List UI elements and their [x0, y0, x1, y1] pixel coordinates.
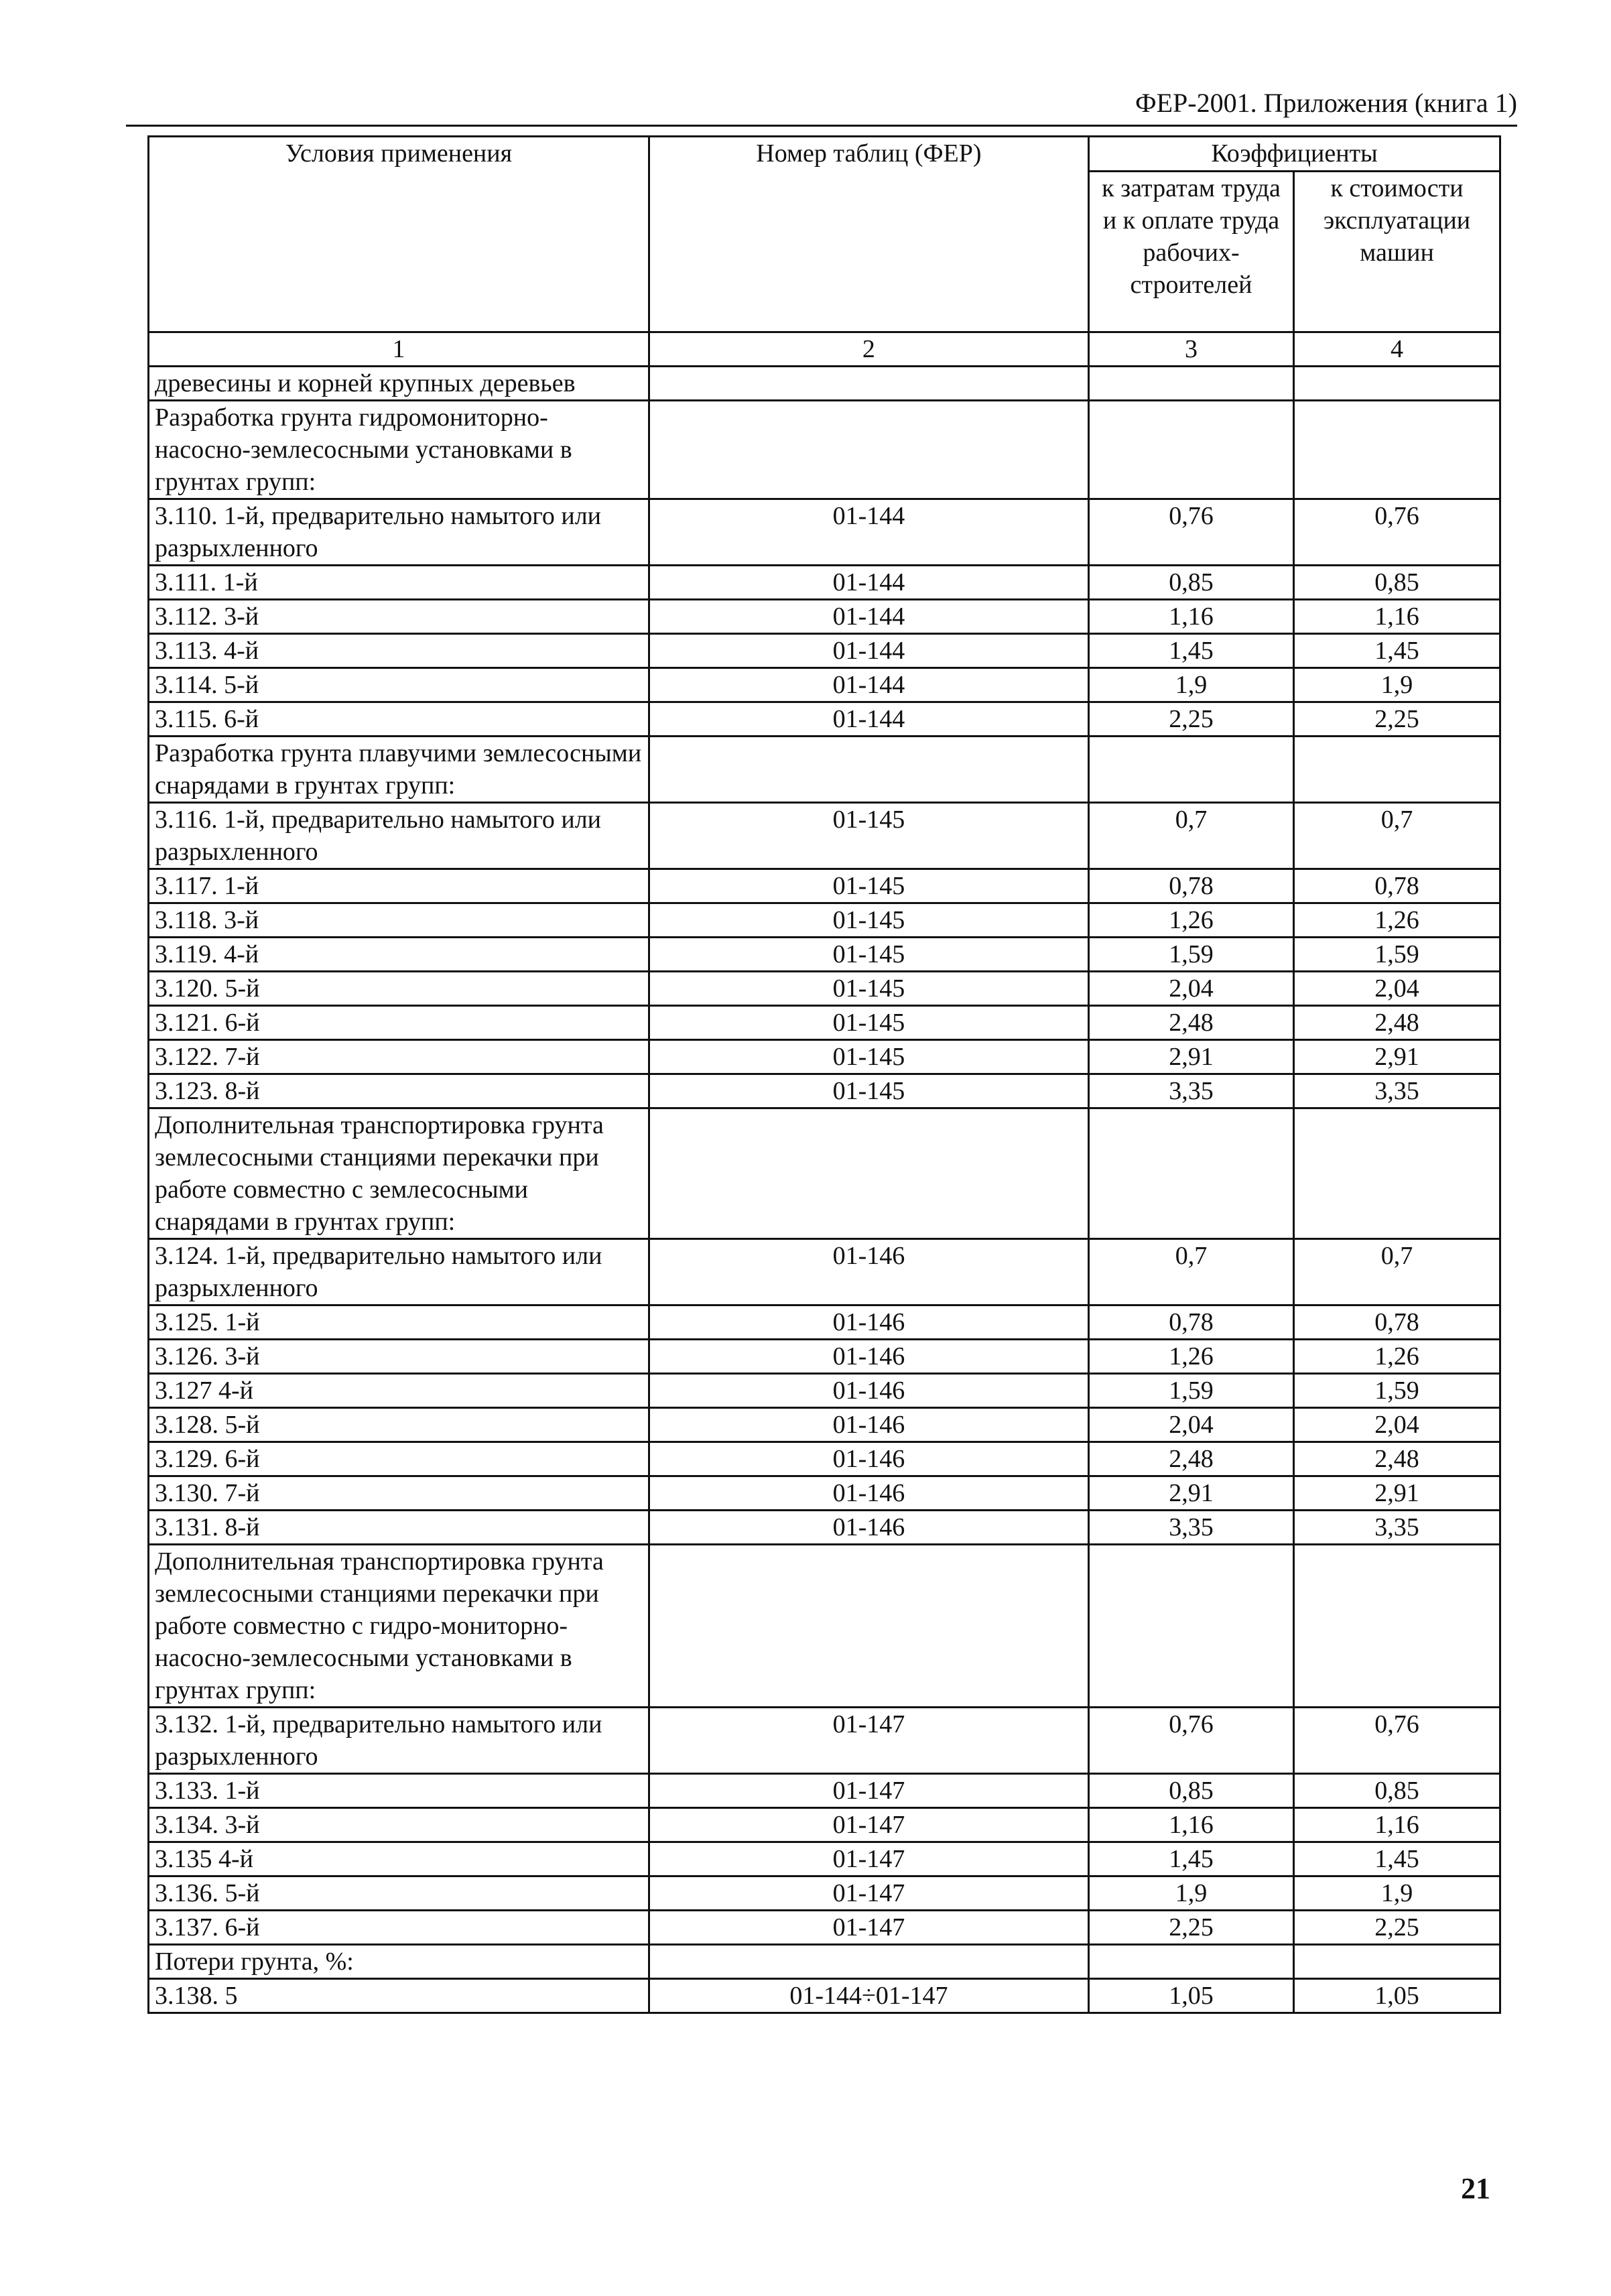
condition-cell: 3.117. 1-й [149, 869, 649, 903]
machines-coefficient-cell [1294, 1545, 1500, 1708]
machines-coefficient-cell: 2,04 [1294, 972, 1500, 1006]
table-number-cell: 01-144 [649, 702, 1088, 737]
table-number-cell: 01-146 [649, 1408, 1088, 1442]
condition-cell: 3.121. 6-й [149, 1006, 649, 1040]
labor-coefficient-cell: 1,26 [1089, 1340, 1294, 1374]
labor-coefficient-cell: 0,85 [1089, 1774, 1294, 1808]
table-number-cell: 01-146 [649, 1239, 1088, 1305]
labor-coefficient-cell: 0,76 [1089, 1708, 1294, 1774]
labor-coefficient-cell: 3,35 [1089, 1511, 1294, 1545]
table-number-cell: 01-147 [649, 1876, 1088, 1911]
condition-cell: Дополнительная транспортировка грунта землесосными станциями перекачки при работе совместно с землесосными снарядами в грунтах групп: [149, 1108, 649, 1239]
table-number-cell: 01-147 [649, 1774, 1088, 1808]
labor-coefficient-cell [1089, 737, 1294, 803]
condition-cell: 3.126. 3-й [149, 1340, 649, 1374]
condition-cell: Дополнительная транспортировка грунта землесосными станциями перекачки при работе совместно с гидро-мониторно-насосно-землесосными установками в грунтах групп: [149, 1545, 649, 1708]
condition-cell: 3.114. 5-й [149, 668, 649, 702]
labor-coefficient-cell: 0,76 [1089, 499, 1294, 566]
coefficients-table [147, 135, 1501, 2014]
machines-coefficient-cell: 3,35 [1294, 1511, 1500, 1545]
table-number-cell: 01-145 [649, 938, 1088, 972]
condition-cell: 3.124. 1-й, предварительно намытого или разрыхленного [149, 1239, 649, 1305]
machines-coefficient-cell: 2,48 [1294, 1006, 1500, 1040]
condition-cell: 3.137. 6-й [149, 1911, 649, 1945]
header-labor: к затратам труда и к оплате труда рабочих-строителей [1089, 172, 1294, 332]
machines-coefficient-cell: 0,78 [1294, 1305, 1500, 1340]
table-row [149, 401, 1500, 499]
machines-coefficient-cell: 1,16 [1294, 1808, 1500, 1842]
table-body [149, 367, 1500, 2013]
condition-cell: 3.125. 1-й [149, 1305, 649, 1340]
machines-coefficient-cell: 1,16 [1294, 600, 1500, 634]
table-number-cell: 01-147 [649, 1708, 1088, 1774]
table-number-cell: 01-146 [649, 1511, 1088, 1545]
machines-coefficient-cell: 2,25 [1294, 702, 1500, 737]
table-number-cell: 01-144 [649, 668, 1088, 702]
table-number-cell: 01-146 [649, 1374, 1088, 1408]
table-row [149, 737, 1500, 803]
column-number-1: 1 [149, 332, 649, 367]
table-number-cell [649, 1945, 1088, 1979]
labor-coefficient-cell: 2,91 [1089, 1040, 1294, 1074]
labor-coefficient-cell: 1,9 [1089, 1876, 1294, 1911]
condition-cell: 3.129. 6-й [149, 1442, 649, 1476]
table-row [149, 1545, 1500, 1708]
table-number-cell: 01-144 [649, 600, 1088, 634]
table-row [149, 1911, 1500, 1945]
machines-coefficient-cell: 1,45 [1294, 1842, 1500, 1876]
condition-cell: 3.116. 1-й, предварительно намытого или разрыхленного [149, 803, 649, 869]
labor-coefficient-cell: 1,16 [1089, 600, 1294, 634]
condition-cell: 3.132. 1-й, предварительно намытого или разрыхленного [149, 1708, 649, 1774]
labor-coefficient-cell: 2,25 [1089, 702, 1294, 737]
machines-coefficient-cell: 1,26 [1294, 1340, 1500, 1374]
table-row [149, 600, 1500, 634]
table-row [149, 1476, 1500, 1511]
table-number-cell: 01-147 [649, 1808, 1088, 1842]
table-row [149, 903, 1500, 938]
condition-cell: 3.133. 1-й [149, 1774, 649, 1808]
labor-coefficient-cell: 1,9 [1089, 668, 1294, 702]
condition-cell: 3.115. 6-й [149, 702, 649, 737]
machines-coefficient-cell: 1,9 [1294, 1876, 1500, 1911]
machines-coefficient-cell: 1,59 [1294, 938, 1500, 972]
machines-coefficient-cell: 0,85 [1294, 566, 1500, 600]
machines-coefficient-cell: 1,45 [1294, 634, 1500, 668]
condition-cell: 3.138. 5 [149, 1979, 649, 2013]
table-number-cell: 01-145 [649, 1006, 1088, 1040]
table-row [149, 1074, 1500, 1108]
labor-coefficient-cell: 1,59 [1089, 1374, 1294, 1408]
labor-coefficient-cell: 1,45 [1089, 1842, 1294, 1876]
table-number-cell: 01-144 [649, 499, 1088, 566]
table-row [149, 499, 1500, 566]
table-row [149, 938, 1500, 972]
table-row [149, 668, 1500, 702]
labor-coefficient-cell: 1,16 [1089, 1808, 1294, 1842]
column-number-4: 4 [1294, 332, 1500, 367]
table-number-cell: 01-146 [649, 1340, 1088, 1374]
labor-coefficient-cell [1089, 1545, 1294, 1708]
labor-coefficient-cell: 0,78 [1089, 1305, 1294, 1340]
labor-coefficient-cell: 1,45 [1089, 634, 1294, 668]
column-number-3: 3 [1089, 332, 1294, 367]
table-number-cell [649, 367, 1088, 401]
condition-cell: 3.134. 3-й [149, 1808, 649, 1842]
condition-cell: 3.110. 1-й, предварительно намытого или разрыхленного [149, 499, 649, 566]
table-row [149, 1511, 1500, 1545]
condition-cell: 3.111. 1-й [149, 566, 649, 600]
table-row [149, 1876, 1500, 1911]
labor-coefficient-cell [1089, 401, 1294, 499]
table-row [149, 1945, 1500, 1979]
table-row [149, 1708, 1500, 1774]
table-row [149, 869, 1500, 903]
column-number-2: 2 [649, 332, 1088, 367]
table-number-cell [649, 1108, 1088, 1239]
machines-coefficient-cell: 2,91 [1294, 1476, 1500, 1511]
machines-coefficient-cell: 1,05 [1294, 1979, 1500, 2013]
table-number-cell: 01-146 [649, 1442, 1088, 1476]
condition-cell: 3.128. 5-й [149, 1408, 649, 1442]
labor-coefficient-cell: 2,48 [1089, 1442, 1294, 1476]
condition-cell: 3.112. 3-й [149, 600, 649, 634]
condition-cell: Потери грунта, %: [149, 1945, 649, 1979]
table-row [149, 1774, 1500, 1808]
table-row [149, 1979, 1500, 2013]
labor-coefficient-cell [1089, 1945, 1294, 1979]
condition-cell: 3.130. 7-й [149, 1476, 649, 1511]
labor-coefficient-cell: 2,91 [1089, 1476, 1294, 1511]
condition-cell: 3.120. 5-й [149, 972, 649, 1006]
labor-coefficient-cell: 3,35 [1089, 1074, 1294, 1108]
condition-cell: 3.113. 4-й [149, 634, 649, 668]
condition-cell: 3.131. 8-й [149, 1511, 649, 1545]
labor-coefficient-cell: 2,04 [1089, 972, 1294, 1006]
table-number-cell: 01-144 [649, 634, 1088, 668]
machines-coefficient-cell: 0,76 [1294, 1708, 1500, 1774]
header-coefficients: Коэффициенты [1089, 137, 1500, 172]
labor-coefficient-cell: 0,7 [1089, 803, 1294, 869]
table-row [149, 367, 1500, 401]
condition-cell: Разработка грунта плавучими землесосными снарядами в грунтах групп: [149, 737, 649, 803]
labor-coefficient-cell: 0,85 [1089, 566, 1294, 600]
table-row [149, 1108, 1500, 1239]
condition-cell: 3.135 4-й [149, 1842, 649, 1876]
table-number-cell: 01-145 [649, 869, 1088, 903]
header-table-number: Номер таблиц (ФЕР) [649, 137, 1088, 332]
table-row [149, 1305, 1500, 1340]
labor-coefficient-cell [1089, 1108, 1294, 1239]
table-number-cell: 01-147 [649, 1911, 1088, 1945]
table-row [149, 702, 1500, 737]
condition-cell: 3.119. 4-й [149, 938, 649, 972]
page-number: 21 [1461, 2172, 1490, 2205]
condition-cell: древесины и корней крупных деревьев [149, 367, 649, 401]
condition-cell: 3.127 4-й [149, 1374, 649, 1408]
condition-cell: 3.123. 8-й [149, 1074, 649, 1108]
table-number-cell: 01-144 [649, 566, 1088, 600]
machines-coefficient-cell: 2,91 [1294, 1040, 1500, 1074]
condition-cell: Разработка грунта гидромониторно-насосно-землесосными установками в грунтах групп: [149, 401, 649, 499]
labor-coefficient-cell: 1,26 [1089, 903, 1294, 938]
labor-coefficient-cell: 0,7 [1089, 1239, 1294, 1305]
condition-cell: 3.118. 3-й [149, 903, 649, 938]
table-row [149, 1374, 1500, 1408]
table-number-cell: 01-147 [649, 1842, 1088, 1876]
table-number-cell: 01-145 [649, 803, 1088, 869]
table-number-cell: 01-145 [649, 1040, 1088, 1074]
table-number-cell: 01-146 [649, 1476, 1088, 1511]
machines-coefficient-cell: 0,7 [1294, 803, 1500, 869]
table-row [149, 1239, 1500, 1305]
header-rule [126, 125, 1517, 127]
labor-coefficient-cell: 1,05 [1089, 1979, 1294, 2013]
labor-coefficient-cell: 2,48 [1089, 1006, 1294, 1040]
machines-coefficient-cell: 2,48 [1294, 1442, 1500, 1476]
labor-coefficient-cell: 2,25 [1089, 1911, 1294, 1945]
machines-coefficient-cell [1294, 1108, 1500, 1239]
labor-coefficient-cell: 0,78 [1089, 869, 1294, 903]
table-row [149, 803, 1500, 869]
table-number-cell [649, 737, 1088, 803]
table-row [149, 972, 1500, 1006]
table-number-cell [649, 401, 1088, 499]
machines-coefficient-cell [1294, 401, 1500, 499]
table-row [149, 1842, 1500, 1876]
table-number-cell: 01-144÷01-147 [649, 1979, 1088, 2013]
condition-cell: 3.122. 7-й [149, 1040, 649, 1074]
table-number-cell: 01-146 [649, 1305, 1088, 1340]
table-number-cell: 01-145 [649, 903, 1088, 938]
table-row [149, 1408, 1500, 1442]
machines-coefficient-cell: 0,78 [1294, 869, 1500, 903]
header-conditions: Условия применения [149, 137, 649, 332]
labor-coefficient-cell [1089, 367, 1294, 401]
table-row [149, 1040, 1500, 1074]
labor-coefficient-cell: 1,59 [1089, 938, 1294, 972]
machines-coefficient-cell: 1,9 [1294, 668, 1500, 702]
table-number-cell: 01-145 [649, 972, 1088, 1006]
table-number-cell: 01-145 [649, 1074, 1088, 1108]
machines-coefficient-cell: 0,7 [1294, 1239, 1500, 1305]
machines-coefficient-cell [1294, 1945, 1500, 1979]
machines-coefficient-cell: 0,76 [1294, 499, 1500, 566]
table-row [149, 634, 1500, 668]
labor-coefficient-cell: 2,04 [1089, 1408, 1294, 1442]
table-row [149, 566, 1500, 600]
page-header-title: ФЕР-2001. Приложения (книга 1) [1135, 88, 1517, 118]
condition-cell: 3.136. 5-й [149, 1876, 649, 1911]
machines-coefficient-cell: 2,04 [1294, 1408, 1500, 1442]
table-row [149, 1006, 1500, 1040]
table-number-cell [649, 1545, 1088, 1708]
machines-coefficient-cell: 0,85 [1294, 1774, 1500, 1808]
machines-coefficient-cell: 3,35 [1294, 1074, 1500, 1108]
table-row [149, 1340, 1500, 1374]
machines-coefficient-cell: 2,25 [1294, 1911, 1500, 1945]
table-row [149, 1808, 1500, 1842]
machines-coefficient-cell [1294, 737, 1500, 803]
table-row [149, 1442, 1500, 1476]
machines-coefficient-cell: 1,26 [1294, 903, 1500, 938]
header-machines: к стоимости эксплуатации машин [1294, 172, 1500, 332]
machines-coefficient-cell: 1,59 [1294, 1374, 1500, 1408]
machines-coefficient-cell [1294, 367, 1500, 401]
